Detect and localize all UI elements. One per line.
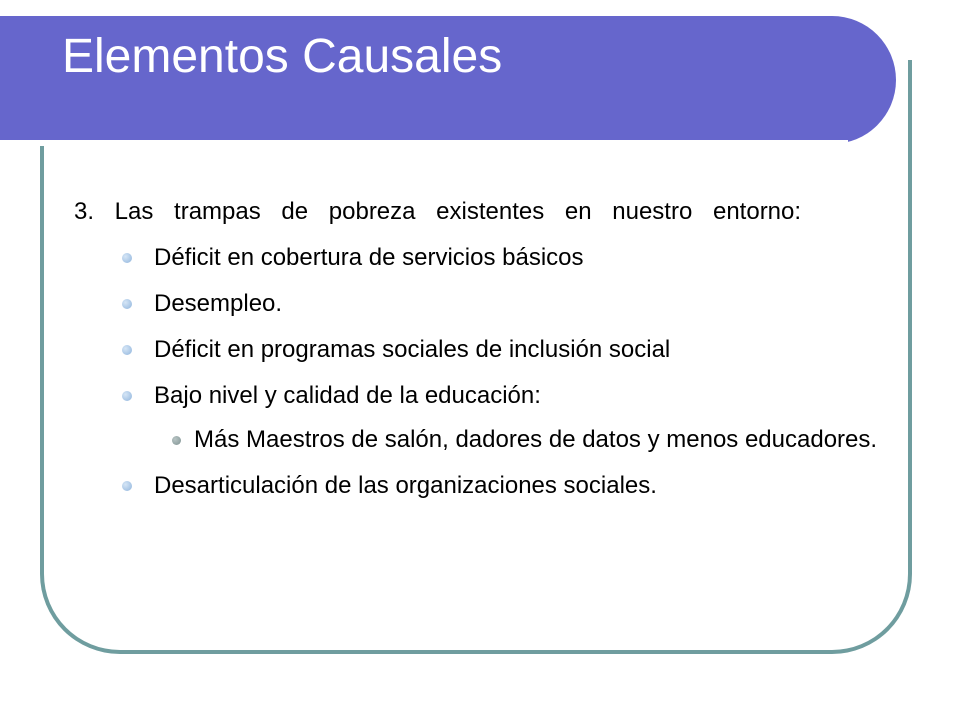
bullet-item <box>74 470 884 502</box>
bullet-text: Déficit en cobertura de servicios básicos <box>154 244 584 271</box>
bullet-text: Desempleo. <box>154 290 283 317</box>
sub-bullet-item <box>154 424 884 456</box>
bullet-dot-icon <box>122 299 132 309</box>
bullet-item <box>74 334 884 366</box>
bullet-dot-icon <box>122 481 132 491</box>
bullet-list <box>74 242 884 502</box>
bullet-item <box>74 242 884 274</box>
bullet-text: Déficit en programas sociales de inclusión social <box>154 336 671 363</box>
bullet-item <box>74 380 884 456</box>
sub-bullet-list <box>154 424 884 456</box>
bullet-item <box>74 288 884 320</box>
bullet-text: Desarticulación de las organizaciones sociales. <box>154 472 657 499</box>
bullet-dot-icon <box>122 253 132 263</box>
title-underline <box>0 140 848 146</box>
bullet-text: Bajo nivel y calidad de la educación: <box>154 382 541 409</box>
bullet-dot-icon <box>122 391 132 401</box>
sub-bullet-dot-icon <box>172 436 181 445</box>
bullet-dot-icon <box>122 345 132 355</box>
slide-title: Elementos Causales <box>62 30 503 83</box>
intro-text: 3. Las trampas de pobreza existentes en nuestro entorno: <box>74 198 802 225</box>
slide-content <box>74 196 884 516</box>
sub-bullet-text: Más Maestros de salón, dadores de datos y menos educadores. <box>194 426 878 453</box>
